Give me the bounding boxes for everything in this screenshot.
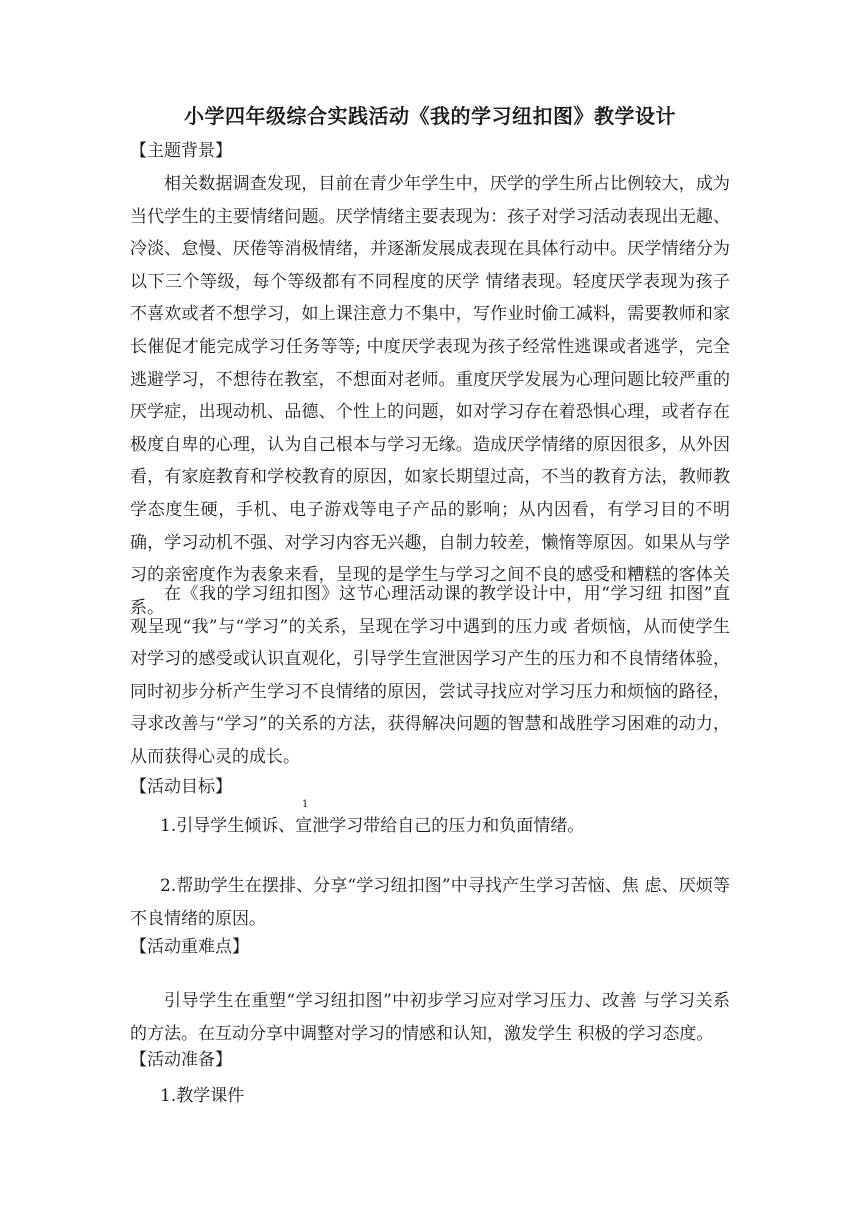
heading-key-points: 【活动重难点】	[130, 937, 249, 957]
background-paragraph-2: 在《我的学习纽扣图》这节心理活动课的教学设计中，用“学习纽 扣图”直观呈现“我”与“学习”的关系，呈现在学习中遇到的压力或 者烦恼，从而使学生对学习的感受或认识直观化，引导学生宣泄因学习产生的压力和不良情绪体验，同时初步分析产生学习不良情绪的原因，尝试寻找应对学习压力和烦恼的路径，寻求改善与“学习”的关系的方法，获得解决问题的智慧和战胜学习困难的动力，从而获得心灵的成长。	[130, 584, 730, 767]
heading-preparation: 【活动准备】	[130, 1050, 232, 1070]
background-paragraph-1: 相关数据调查发现，目前在青少年学生中，厌学的学生所占比例较大，成为当代学生的主要情绪问题。厌学情绪主要表现为：孩子对学习活动表现出无趣、冷淡、怠慢、厌倦等消极情绪，并逐渐发展成表现在具体行动中。厌学情绪分为以下三个等级，每个等级都有不同程度的厌学 情绪表现。轻度厌学表现为孩子不喜欢或者不想学习，如上课注意力不集中，写作业时偷工减料，需要教师和家长催促才能完成学习任务等等; 中度厌学表现为孩子经常性逃课或者逃学，完全逃避学习，不想待在教室，不想面对老师。重度厌学发展为心理问题比较严重的厌学症，出现动机、品德、个性上的问题，如对学习存在着恐惧心理，或者存在极度自卑的心理，认为自己根本与学习无缘。造成厌学情绪的原因很多，从外因看，有家庭教育和学校教育的原因，如家长期望过高，不当的教育方法，教师教学态度生硬，手机、电子游戏等电子产品的影响；从内因看，有学习目的不明确，学习动机不强、对学习内容无兴趣，自制力较差，懒惰等原因。如果从与学习的亲密度作为表象来看，呈现的是学生与学习之间不良的感受和糟糕的客体关系。	[130, 174, 730, 618]
key-points-paragraph: 引导学生在重塑“学习纽扣图”中初步学习应对学习压力、改善 与学习关系的方法。在互动分享中调整对学习的情感和认知，激发学生 积极的学习态度。	[130, 991, 730, 1044]
goal-item-2: 2.帮助学生在摆排、分享“学习纽扣图”中寻找产生学习苦恼、焦 虑、厌烦等不良情绪的原因。	[130, 876, 730, 929]
preparation-item-1: 1.教学课件	[160, 1086, 245, 1106]
heading-background: 【主题背景】	[130, 141, 232, 161]
page-number-mark: 1	[302, 799, 309, 810]
document-title: 小学四年级综合实践活动《我的学习纽扣图》教学设计	[184, 104, 676, 128]
heading-goals: 【活动目标】	[130, 777, 232, 797]
goal-item-1: 1.引导学生倾诉、宣泄学习带给自己的压力和负面情绪。	[160, 816, 585, 836]
